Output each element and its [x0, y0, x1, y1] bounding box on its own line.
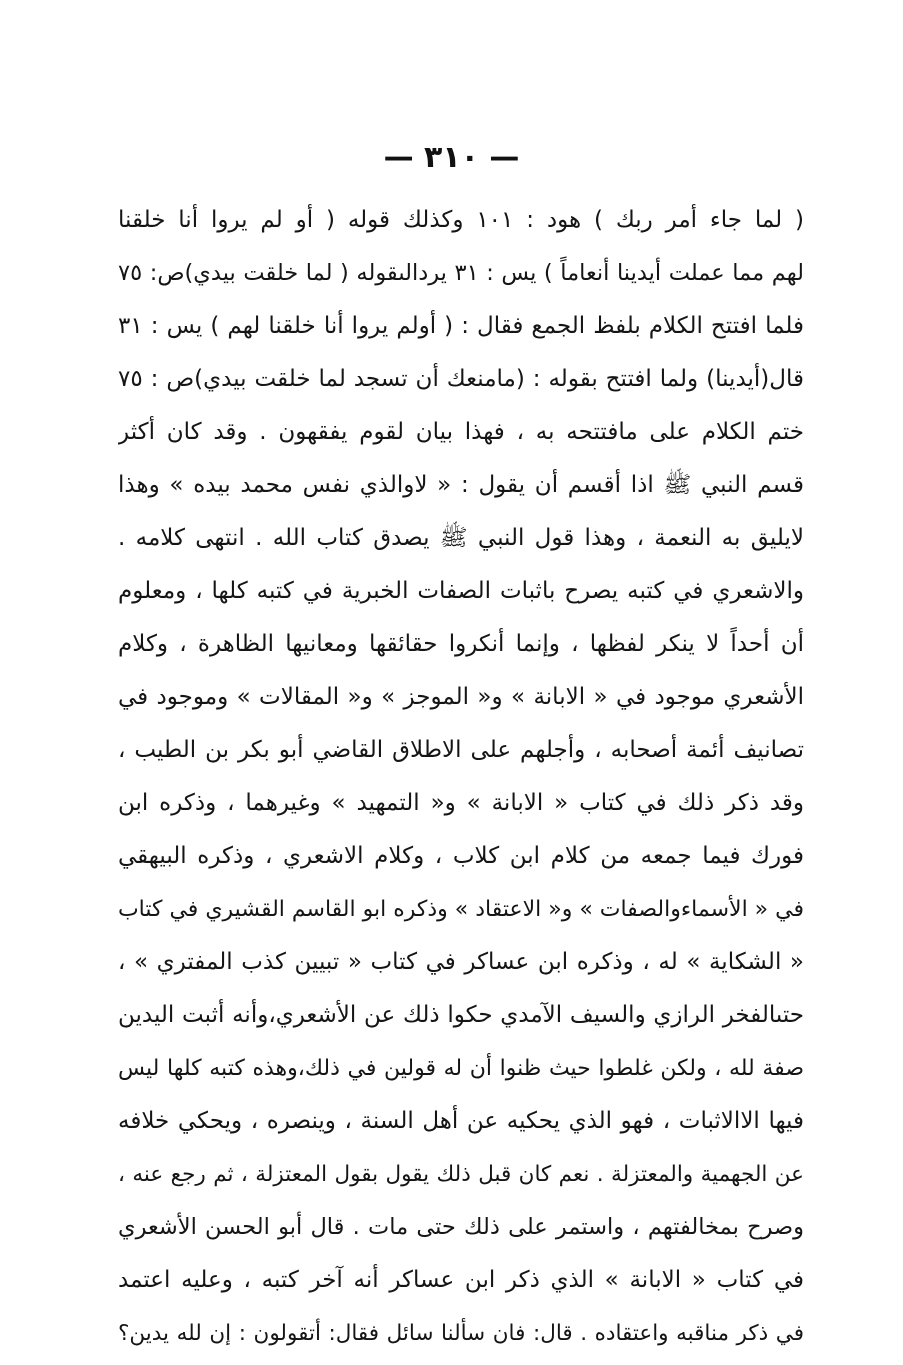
text-line: في ذكر مناقبه واعتقاده . قال: فان سألنا سائل فقال: أتقولون : إن لله يدين؟	[118, 1321, 804, 1346]
page-number: — ٣١٠ —	[383, 140, 520, 175]
text-line: الأشعري موجود في « الابانة » و« الموجز » و« المقالات » وموجود في	[118, 684, 804, 710]
text-line: قسم النبي ﷺ اذا أقسم أن يقول : « لاوالذي نفس محمد بيده » وهذا	[118, 472, 804, 498]
text-line: ختم الكلام على مافتتحه به ، فهذا بيان لقوم يفقهون . وقد كان أكثر	[118, 419, 804, 445]
text-line: ( لما جاء أمر ربك ) هود : ١٠١ وكذلك قوله ( أو لم يروا أنا خلقنا	[118, 207, 804, 233]
text-line: لهم مما عملت أيدينا أنعاماً ) يس : ٣١ يردالىقوله ( لما خلقت بيدي)ص: ٧٥	[118, 260, 804, 286]
text-line: وصرح بمخالفتهم ، واستمر على ذلك حتى مات . قال أبو الحسن الأشعري	[118, 1214, 804, 1240]
text-line: وقد ذكر ذلك في كتاب « الابانة » و« التمهيد » وغيرهما ، وذكره ابن	[118, 790, 804, 816]
text-line: فورك فيما جمعه من كلام ابن كلاب ، وكلام الاشعري ، وذكره البيهقي	[118, 843, 804, 869]
text-line: « الشكاية » له ، وذكره ابن عساكر في كتاب « تبيين كذب المفتري » ،	[118, 949, 804, 975]
text-line: لايليق به النعمة ، وهذا قول النبي ﷺ يصدق كتاب الله . انتهى كلامه .	[118, 525, 804, 551]
text-line: عن الجهمية والمعتزلة . نعم كان قبل ذلك يقول بقول المعتزلة ، ثم رجع عنه ،	[118, 1162, 804, 1187]
text-line: والاشعري في كتبه يصرح باثبات الصفات الخبرية في كتبه كلها ، ومعلوم	[118, 578, 804, 604]
body-text	[118, 194, 804, 1360]
text-line: قال(أيدينا) ولما افتتح بقوله : (مامنعك أن تسجد لما خلقت بيدي)ص : ٧٥	[118, 366, 804, 392]
text-line: أن أحداً لا ينكر لفظها ، وإنما أنكروا حقائقها ومعانيها الظاهرة ، وكلام	[118, 631, 804, 657]
text-line: تصانيف أئمة أصحابه ، وأجلهم على الاطلاق القاضي أبو بكر بن الطيب ،	[118, 737, 804, 763]
text-line: حتىالفخر الرازي والسيف الآمدي حكوا ذلك عن الأشعري،وأنه أثبت اليدين	[118, 1002, 804, 1028]
text-line: فيها الاالاثبات ، فهو الذي يحكيه عن أهل السنة ، وينصره ، ويحكي خلافه	[118, 1108, 804, 1134]
text-line: صفة لله ، ولكن غلطوا حيث ظنوا أن له قولين في ذلك،وهذه كتبه كلها ليس	[118, 1056, 804, 1081]
text-line: فلما افتتح الكلام بلفظ الجمع فقال : ( أولم يروا أنا خلقنا لهم ) يس : ٣١	[118, 313, 804, 339]
text-line: في « الأسماءوالصفات » و« الاعتقاد » وذكره ابو القاسم القشيري في كتاب	[118, 897, 804, 922]
text-line: في كتاب « الابانة » الذي ذكر ابن عساكر أنه آخر كتبه ، وعليه اعتمد	[118, 1267, 804, 1293]
